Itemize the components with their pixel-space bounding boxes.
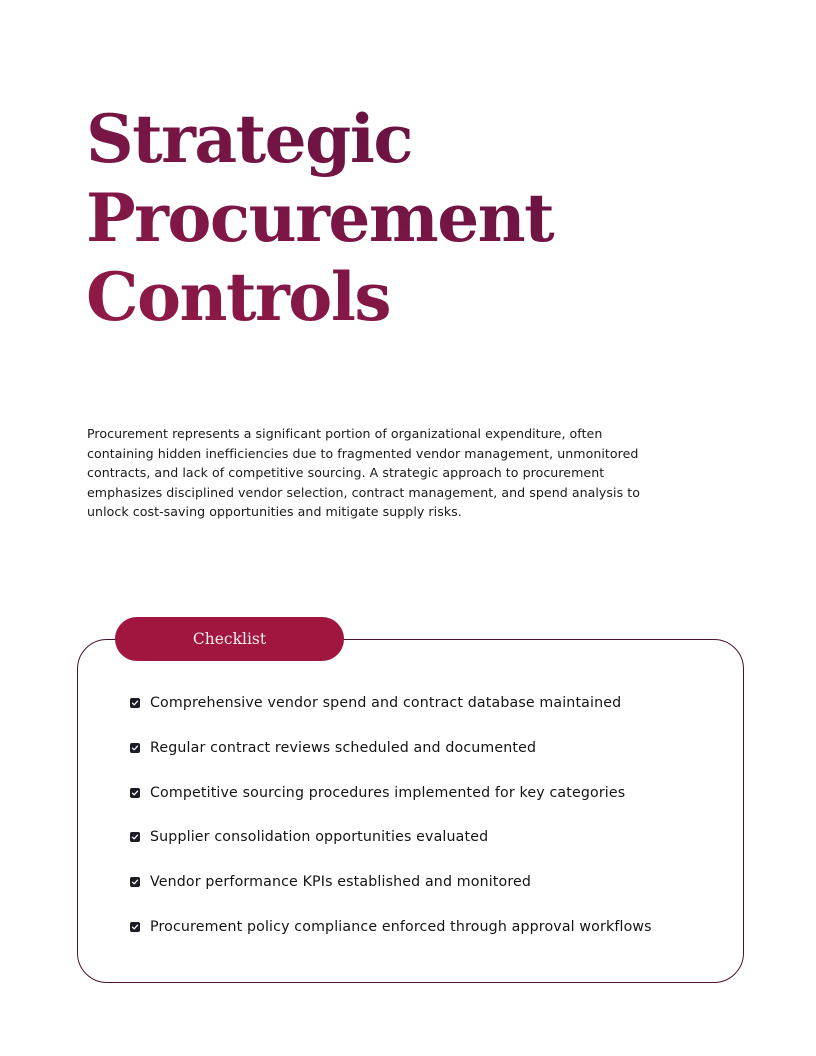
checklist-heading-pill (115, 617, 344, 661)
checklist-item[interactable] (130, 916, 652, 938)
checkbox-checked-icon[interactable] (130, 788, 140, 798)
checklist-list (130, 692, 652, 961)
checkbox-checked-icon[interactable] (130, 698, 140, 708)
checkbox-checked-icon[interactable] (130, 743, 140, 753)
page-title (86, 100, 646, 337)
checklist-item-label: Comprehensive vendor spend and contract database maintained (150, 695, 622, 711)
page-title-line-3: Controls (86, 258, 391, 336)
checklist-item-label: Vendor performance KPIs established and monitored (150, 874, 532, 891)
checkbox-checked-icon[interactable] (130, 877, 140, 887)
checklist-item-label: Competitive sourcing procedures implemented for key categories (150, 784, 626, 801)
intro-paragraph: Procurement represents a significant portion of organizational expenditure, often containing hidden inefficiencies due to fragmented vendor management, unmonitored contracts, and lack of competitive sourcing. A strategic approach to procurement emphasizes disciplined vendor selection, contract management, and spend analysis to unlock cost-saving opportunities and mitigate supply risks. (87, 426, 641, 520)
checklist-item-label: Procurement policy compliance enforced through approval workflows (150, 918, 652, 935)
checklist-item[interactable] (130, 692, 652, 714)
checkbox-checked-icon[interactable] (130, 922, 140, 932)
checkbox-checked-icon[interactable] (130, 832, 140, 842)
checklist-heading-label: Checklist (192, 630, 267, 648)
checklist-item[interactable] (130, 737, 652, 759)
checklist-item[interactable] (130, 826, 652, 848)
page-title-line-2: Procurement (86, 179, 554, 257)
page-title-line-1: Strategic (86, 100, 413, 178)
checklist-item-label: Supplier consolidation opportunities evaluated (150, 829, 489, 846)
checklist-item[interactable] (130, 782, 652, 804)
checklist-item[interactable] (130, 871, 652, 893)
checklist-item-label: Regular contract reviews scheduled and documented (150, 739, 537, 756)
